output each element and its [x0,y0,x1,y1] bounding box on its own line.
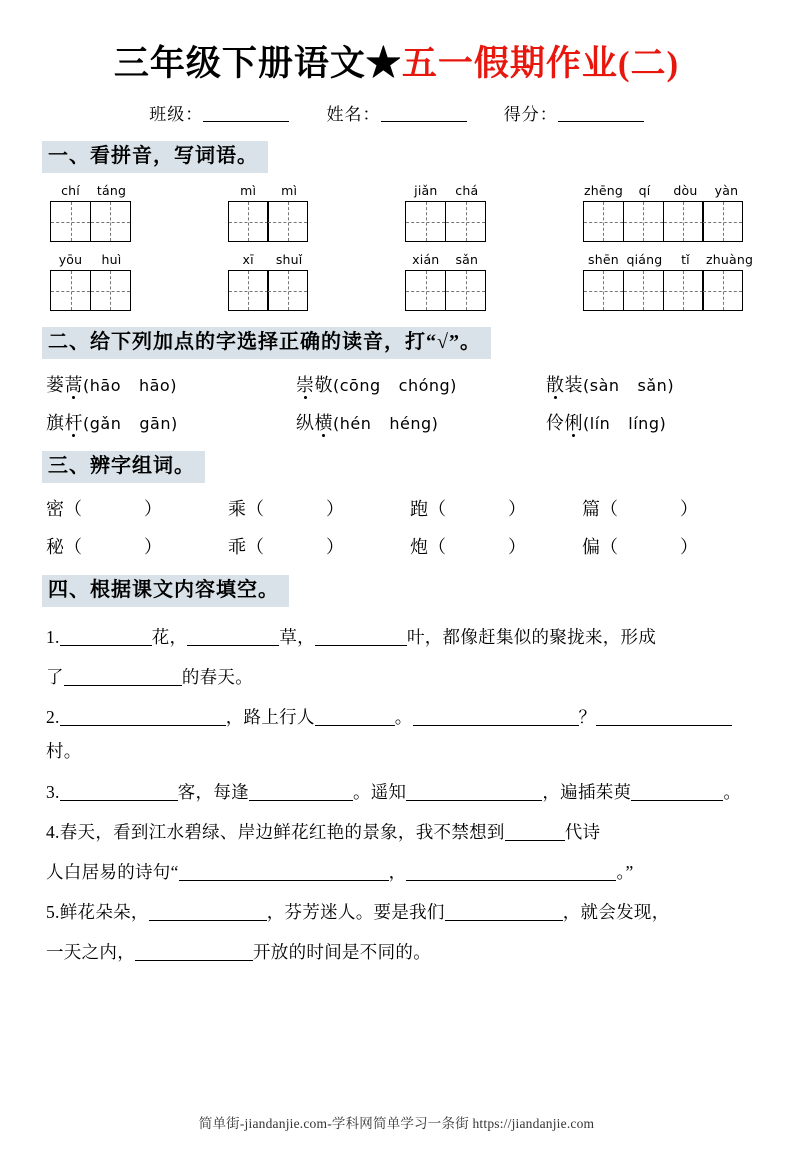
q4-text-3: 人白居易的诗句“ [46,861,179,882]
section-3 [42,451,751,559]
bianzi-item[interactable]: 篇（ ） [582,499,698,519]
pinyin-syllable: yàn [714,183,739,198]
bianzi-char: 密 [46,499,64,519]
q2-text-1: ，路上行人 [225,707,315,728]
tianzi-cell[interactable] [267,270,308,311]
pinyin-syllable: shuǐ [275,252,303,267]
bianzi-row-1 [42,495,751,521]
choice-options: (gǎn gān) [83,414,178,433]
tianzi-cell[interactable] [228,270,269,311]
choice-char-dotted: 崇 [296,375,315,395]
pinyin-labels [583,183,747,198]
bianzi-item[interactable]: 密（ ） [46,499,162,519]
q1-text-1: 花， [151,627,188,647]
fill-question-3 [46,775,751,809]
bianzi-char: 偏 [582,537,600,557]
choice-option-2[interactable]: hāo [138,376,171,395]
q5-text-4: 一天之内， [46,942,135,962]
choice-option-1[interactable]: sàn [589,376,620,395]
choice-option-1[interactable]: hāo [89,376,121,395]
pinyin-syllable: zhuàng [705,252,754,267]
q1-text-2: 草， [279,627,315,647]
q3-text-2: 。遥知 [352,781,407,802]
pinyin-choice-item[interactable] [46,409,296,435]
choice-char: 敬 [314,375,333,395]
tianzi-cell[interactable] [228,201,269,242]
tianzi-cell[interactable] [702,201,743,242]
q4-text-2: 代诗 [564,821,601,842]
q2-blank-3[interactable] [413,710,579,726]
q5-text-1: 5.鲜花朵朵， [46,901,149,922]
pinyin-choice-item[interactable] [546,409,666,435]
pinyin-syllable: qí [638,183,651,198]
choice-char: 旗 [46,413,65,433]
tianzi-cell[interactable] [445,270,486,311]
tianzi-row [405,270,487,311]
section-1 [42,141,754,311]
pinyin-syllable: shēn [588,252,619,267]
q2-num: 2. [46,707,60,728]
pinyin-group [228,183,310,242]
tianzi-row [405,201,487,242]
choice-char-dotted: 俐 [564,413,583,433]
q2-blank-4[interactable] [596,710,732,726]
choice-char-dotted: 散 [546,375,565,395]
tianzi-cell[interactable] [90,201,131,242]
q5-blank-2[interactable] [445,905,563,921]
score-field [504,100,644,125]
tianzi-cell[interactable] [405,201,446,242]
tianzi-cell[interactable] [663,270,704,311]
bianzi-char: 跑 [410,499,428,519]
tianzi-cell[interactable] [90,270,131,311]
choice-option-1[interactable]: hén [339,414,372,433]
choice-option-2[interactable]: líng [628,414,660,433]
pinyin-syllable: xián [412,252,440,267]
q5-text-5: 开放的时间是不同的。 [253,942,431,962]
tianzi-cell[interactable] [583,201,624,242]
tianzi-cell[interactable] [583,270,624,311]
pinyin-syllable: chí [61,183,80,198]
pinyin-group [583,183,747,242]
pinyin-choice-item[interactable] [46,371,296,397]
page-title-red: 五一假期作业(二) [401,44,680,83]
bianzi-item[interactable]: 偏（ ） [582,537,698,557]
pinyin-syllable: xī [242,252,254,267]
tianzi-cell[interactable] [50,270,91,311]
q3-text-4: 。 [723,781,742,802]
choice-option-2[interactable]: gān [139,414,171,433]
name-blank[interactable] [381,106,467,122]
tianzi-row [50,270,132,311]
fill-question-1 [46,620,751,654]
pinyin-labels [50,252,132,267]
pinyin-group [405,183,487,242]
pinyin-choice-row-1 [42,371,751,397]
pinyin-syllable: jiǎn [414,183,438,198]
choice-char: 蒌 [46,375,65,395]
pinyin-row-1 [42,183,751,242]
pinyin-group [405,252,487,311]
q1-blank-1[interactable] [60,630,152,646]
fill-question-4 [46,815,751,849]
pinyin-syllable: sǎn [455,252,479,267]
q1-text-3: 叶，都像赶集似的聚拢来，形成 [406,627,657,647]
tianzi-row [583,201,747,242]
q2-text-3: ？ [578,707,597,728]
q3-text-1: 客，每逢 [177,781,249,802]
q5-blank-3[interactable] [135,945,253,961]
choice-char: 伶 [546,413,565,433]
score-label: 得分： [503,105,558,124]
class-blank[interactable] [203,106,289,122]
choice-options: (hāo hāo) [83,376,177,395]
tianzi-cell[interactable] [663,201,704,242]
pinyin-syllable: táng [96,183,127,198]
score-blank[interactable] [558,106,644,122]
q4-text-5: 。” [616,861,634,882]
tianzi-cell[interactable] [702,270,743,311]
section-2-title: 二、给下列加点的字选择正确的读音，打“√”。 [42,327,491,359]
pinyin-syllable: chá [455,183,479,198]
choice-char: 装 [564,375,583,395]
bianzi-item[interactable]: 跑（ ） [410,499,526,519]
section-4 [42,575,751,969]
q4-blank-3[interactable] [406,865,616,881]
choice-option-1[interactable]: lín [589,414,611,433]
q1-blank-2[interactable] [187,630,279,646]
pinyin-group [50,183,132,242]
q1-text-5: 的春天。 [181,667,254,688]
q3-blank-3[interactable] [406,785,542,801]
q3-num: 3. [46,781,60,802]
q5-text-3: ，就会发现， [562,901,670,922]
tianzi-cell[interactable] [50,201,91,242]
pinyin-labels [228,252,310,267]
q2-blank-1[interactable] [60,710,226,726]
q5-text-2: ，芬芳迷人。要是我们 [266,901,445,922]
worksheet-page [0,36,793,1158]
choice-options: (cōng chóng) [333,376,457,395]
choice-char-dotted: 杆 [64,413,83,433]
fill-blank-list [42,620,751,969]
fill-question-1-cont [46,660,751,694]
q1-text-4: 了 [46,667,64,688]
pinyin-syllable: dòu [673,183,698,198]
page-title-black: 三年级下册语文★ [113,44,402,83]
name-label: 姓名： [326,105,381,124]
tianzi-cell[interactable] [405,270,446,311]
q4-blank-2[interactable] [179,865,389,881]
tianzi-cell[interactable] [267,201,308,242]
q3-blank-2[interactable] [249,785,353,801]
choice-char-dotted: 蒿 [64,375,83,395]
q4-blank-1[interactable] [505,825,565,841]
page-title [42,36,751,86]
tianzi-row [228,201,310,242]
choice-options: (lín líng) [583,414,667,433]
q2-text-2: 。 [394,707,413,728]
tianzi-cell[interactable] [623,270,664,311]
bianzi-char: 篇 [582,499,600,519]
tianzi-row [583,270,747,311]
q3-text-3: ，遍插茱萸 [542,781,632,802]
pinyin-syllable: zhēng [583,183,623,198]
pinyin-group [583,252,754,311]
pinyin-choice-item[interactable] [546,371,674,397]
pinyin-choice-row-2 [42,409,751,435]
q4-text-4: ， [388,861,407,882]
pinyin-labels [405,183,487,198]
pinyin-choice-item[interactable] [296,371,546,397]
choice-char-dotted: 横 [314,413,333,433]
choice-char: 纵 [296,413,315,433]
pinyin-labels [228,183,310,198]
fill-question-2 [46,700,751,768]
q4-text-1: 4.春天，看到江水碧绿、岸边鲜花红艳的景象，我不禁想到 [46,821,505,842]
fill-question-4-cont [46,855,751,889]
bianzi-char: 乖 [228,537,246,557]
bianzi-item[interactable]: 炮（ ） [410,537,526,557]
choice-option-2[interactable]: sǎn [637,376,668,395]
name-field [327,100,467,125]
pinyin-syllable: qiáng [626,252,663,267]
bianzi-item[interactable]: 乘（ ） [228,499,344,519]
q1-blank-3[interactable] [315,630,407,646]
section-1-title: 一、看拼音，写词语。 [42,141,268,173]
tianzi-row [228,270,310,311]
bianzi-item[interactable]: 秘（ ） [46,537,162,557]
pinyin-syllable: mì [281,183,298,198]
choice-option-1[interactable]: gǎn [89,414,122,433]
pinyin-syllable: tǐ [681,252,690,267]
bianzi-char: 秘 [46,537,64,557]
bianzi-row-2 [42,533,751,559]
class-label: 班级： [149,105,204,124]
choice-option-2[interactable]: héng [389,414,432,433]
section-3-title: 三、辨字组词。 [42,451,205,483]
tianzi-row [50,201,132,242]
choice-option-2[interactable]: chóng [398,376,451,395]
bianzi-char: 乘 [228,499,246,519]
pinyin-syllable: yōu [58,252,83,267]
pinyin-syllable: mì [240,183,257,198]
pinyin-labels [583,252,754,267]
choice-option-1[interactable]: cōng [339,376,381,395]
pinyin-group [228,252,310,311]
section-2 [42,327,751,435]
pinyin-labels [405,252,487,267]
pinyin-choice-item[interactable] [296,409,546,435]
fill-question-5-cont [46,935,751,969]
q1-num: 1. [46,627,60,647]
footer-watermark: 简单街-jiandanjie.com-学科网简单学习一条街 https://jiandanjie.com [198,1116,595,1131]
pinyin-group [50,252,132,311]
q3-blank-1[interactable] [60,785,178,801]
student-info-row [42,100,751,125]
section-4-title: 四、根据课文内容填空。 [42,575,289,607]
pinyin-syllable: huì [101,252,122,267]
q1-blank-4[interactable] [64,670,182,686]
q2-blank-2[interactable] [315,710,395,726]
pinyin-row-2 [42,252,754,311]
q5-blank-1[interactable] [149,905,267,921]
fill-question-5 [46,895,751,929]
q2-text-4: 村。 [46,741,82,762]
bianzi-char: 炮 [410,537,428,557]
bianzi-item[interactable]: 乖（ ） [228,537,344,557]
class-field [149,100,289,125]
tianzi-cell[interactable] [623,201,664,242]
tianzi-cell[interactable] [445,201,486,242]
choice-options: (hén héng) [333,414,439,433]
choice-options: (sàn sǎn) [583,376,675,395]
pinyin-labels [50,183,132,198]
q3-blank-4[interactable] [631,785,723,801]
